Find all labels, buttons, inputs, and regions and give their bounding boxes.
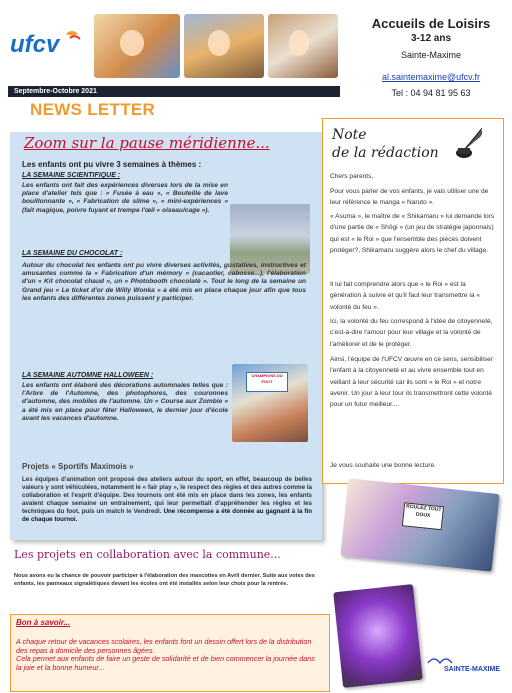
note-paragraph-5: Ainsi, l'équipe de l'UFCV œuvre en ce sens, sensibiliser l'enfant à la citoyenneté et au vivre ensemble tout en veillant à leur sécurité car ils sont « le Roi » et notre avenir. Un jour à leur tour ils transmettront cette volonté pour un futur meilleur.... bbox=[330, 356, 494, 409]
bon-a-savoir-text-2: Cela permet aux enfants de faire un geste de solidarité et de bien commencer la journée dans la joie et la bonne humeur... bbox=[16, 654, 315, 672]
bon-a-savoir-text-1: A chaque retour de vacances scolaires, les enfants font un dessin offert lors de la distribution des repas à domicile des personnes âgées. bbox=[16, 637, 312, 655]
note-paragraph-closing: Je vous souhaite une bonne lecture. bbox=[330, 462, 436, 469]
logo-text: ufcv bbox=[10, 31, 60, 58]
section-title-science: LA SEMAINE SCIENTIFIQUE : bbox=[22, 172, 121, 179]
note-paragraph-1: Pour vous parler de vos enfants, je vais utiliser une de leur référence le manga « Naruto ». bbox=[330, 188, 489, 207]
section-text-science: Les enfants ont fait des expériences diverses lors de la mise en place d'atelier tels que : « Fusée à eau », « Bouteille de lave bouillonnante », « Fabrication de slime », « mini-expériences » (fait magique, poivre fuyant et trempe l'œil « oiseau/cage »). bbox=[22, 182, 228, 214]
note-paragraph-3: Il lui fait comprendre alors que « le Roi » est la génération à suivre et qu'il faut leur transmettre la « volonté du feu ». bbox=[330, 281, 481, 311]
photo-purple-drawing bbox=[333, 584, 423, 688]
bon-a-savoir-text bbox=[16, 638, 322, 672]
projets-title: Les projets en collaboration avec la commune... bbox=[14, 548, 281, 561]
note-title-line2: de la rédaction bbox=[332, 145, 439, 161]
note-title-line1: Note bbox=[332, 127, 367, 143]
sainte-maxime-logo bbox=[426, 653, 502, 673]
quill-ink-icon bbox=[454, 126, 486, 160]
sainte-maxime-logo-text: SAINTE-MAXIME bbox=[444, 666, 500, 673]
sports-text-body: Les équipes d'animation ont proposé des ateliers autour du sport, en effet, beaucoup de belles valeurs y sont véhiculées, notamment le « fair play », le respect des règles et des autres comme la collaboration et l'esprit d'équipe. Des tournois ont été mis en place dans les zones, les enfants avaient chaque semaine un entrainement, qui leur permettait d'appréhender les règles et les techniques du foot, puis un match le Vendredi. bbox=[22, 476, 312, 515]
section-title-halloween: LA SEMAINE AUTOMNE HALLOWEEN : bbox=[22, 372, 154, 379]
sports-title: Projets « Sportifs Maximois » bbox=[22, 462, 134, 471]
header-city: Sainte-Maxime bbox=[400, 50, 462, 60]
header-photo-science bbox=[94, 14, 180, 78]
header-phone: Tel : 04 94 81 95 63 bbox=[391, 88, 471, 98]
section-text-halloween: Les enfants ont élaboré des décorations automnales telles que : l'Arbre de l'Automne, des photophores, des couronnes d'automne, des mobiles de l'automne. Un « Course aux Zombie » a été mis en place pour fêter Halloween, le dernier jour d'école avant les vacances d'automne. bbox=[22, 382, 228, 422]
header-photo-children bbox=[268, 14, 338, 78]
octopus-sign: ROULEZ TOUT DOUX bbox=[402, 502, 444, 530]
photo-octopus-mascot bbox=[340, 478, 499, 571]
photo-sign-champions: CHAMPIONS DU FOOT bbox=[246, 372, 288, 392]
note-paragraph-greeting: Chers parents, bbox=[330, 173, 374, 180]
note-title bbox=[332, 126, 439, 162]
projets-text: Nous avons eu la chance de pouvoir participer à l'élaboration des mascottes en Avril dernier. Suite aux votes des enfants, les panneaux signalétiques devant les écoles ont été installés selon leur choix pour la rentrée. bbox=[14, 573, 315, 587]
section-title-chocolate: LA SEMAINE DU CHOCOLAT : bbox=[22, 250, 123, 257]
note-paragraph-2: « Asuma », le maître de « Shikamaru » lui demande lors d'une partie de « Shôgi » (un jeu de stratégie japonnais) qui est « le Roi » que l'ensemble des pièces doivent protéger?, Shikamaru suggère alors le chef du village. bbox=[330, 213, 495, 254]
sports-text bbox=[22, 476, 312, 524]
sports-text-highlight: Une récompense a été donnée au gagnant à la fin de chaque tournoi. bbox=[22, 508, 312, 523]
newsletter-title: NEWS LETTER bbox=[30, 100, 156, 119]
section-text-chocolate: Autour du chocolat les enfants ont pu vivre diverses activités, gustatives, instructives et amusantes comme la « Fabrication d'un mémory » (cacaotier, cabosse...), l'élaboration d'un « Kit chocolat chaud », un « Photobooth chocolaté ». Tout le long de la semaine un Grand jeu « Le ticket d'or de Willy Wonka » a été mis en place chaque jour afin que tous les enfants des différentes zones puissent y participer. bbox=[22, 262, 306, 302]
header-age: 3-12 ans bbox=[410, 33, 452, 44]
note-paragraph-4: Ici, la volonté du feu correspond à l'idée de citoyenneté, c'est-à-dire l'amour pour leur village et la volonté de l'améliorer et de le protéger. bbox=[330, 318, 493, 348]
header-photo-crafts bbox=[184, 14, 264, 78]
date-bar: Septembre-Octobre 2021 bbox=[8, 86, 340, 97]
header-title: Accueils de Loisirs bbox=[371, 16, 491, 31]
ufcv-logo bbox=[8, 26, 90, 62]
zoom-title: Zoom sur la pause méridienne... bbox=[24, 134, 270, 152]
bon-a-savoir-title: Bon à savoir... bbox=[16, 618, 71, 627]
header-email-link[interactable]: al.saintemaxime@ufcv.fr bbox=[382, 72, 480, 82]
zoom-intro: Les enfants ont pu vivre 3 semaines à thèmes : bbox=[22, 160, 202, 169]
